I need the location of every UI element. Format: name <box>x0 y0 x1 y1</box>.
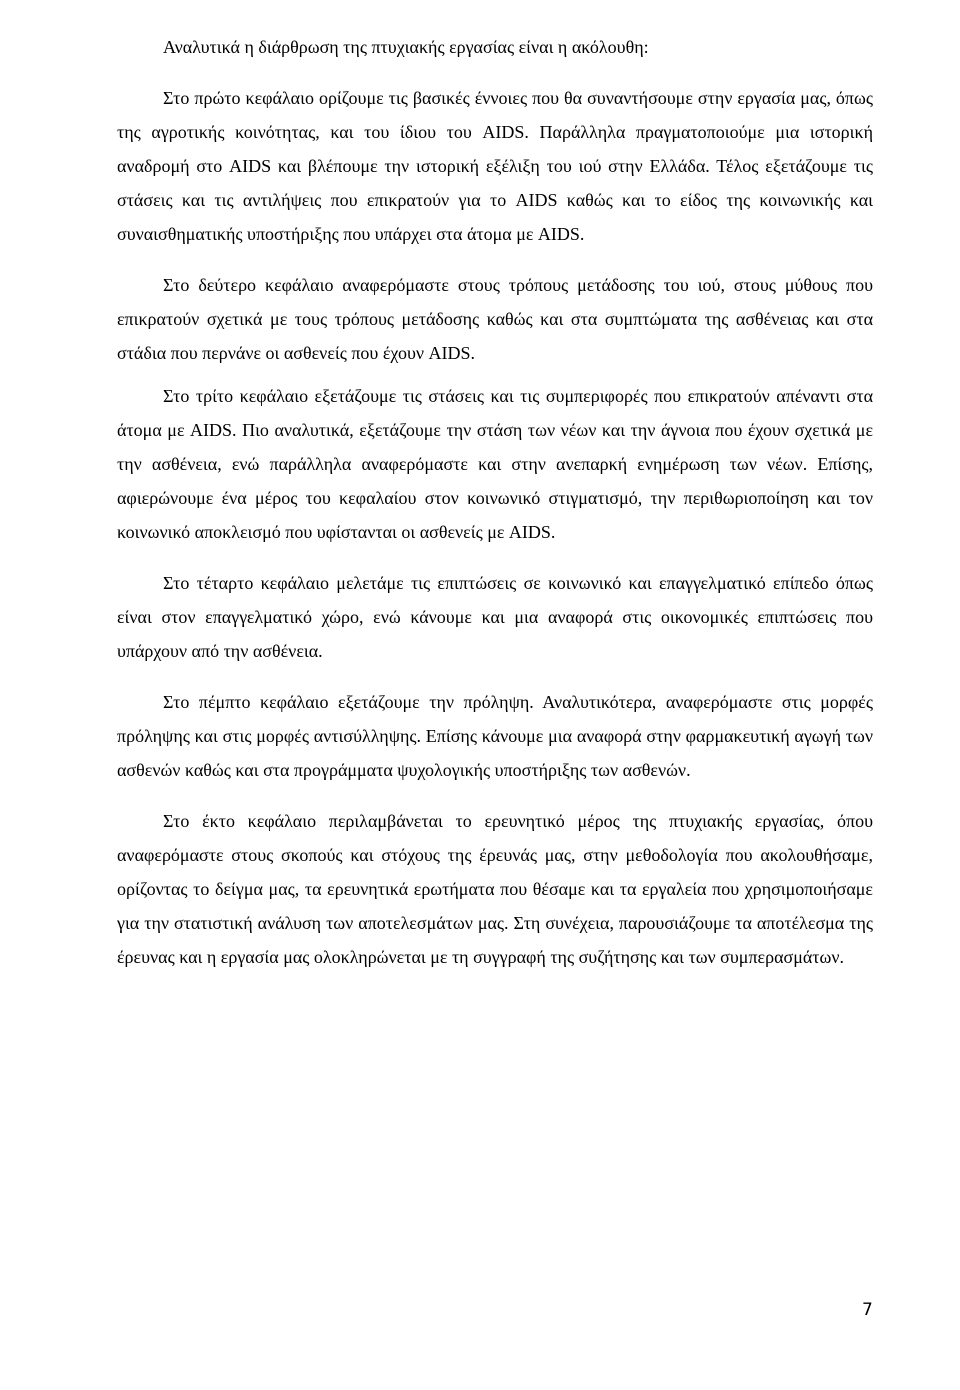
page-number: 7 <box>862 1300 873 1320</box>
paragraph-chapter-2: Στο δεύτερο κεφάλαιο αναφερόμαστε στους τρόπους μετάδοσης του ιού, στους μύθους που επικρατούν σχετικά με τους τρόπους μετάδοσης καθώς και στα συμπτώματα της ασθένειας και στα στάδια που περνάνε οι ασθενείς που έχουν AIDS. <box>117 275 873 363</box>
paragraph-chapter-1: Στο πρώτο κεφάλαιο ορίζουμε τις βασικές έννοιες που θα συναντήσουμε στην εργασία μας, όπως της αγροτικής κοινότητας, και του ίδιου του AIDS. Παράλληλα πραγματοποιούμε μια ιστορική αναδρομή στο AIDS και βλέπουμε την ιστορική εξέλιξη του ιού στην Ελλάδα. Τέλος εξετάζουμε τις στάσεις και τις αντιλήψεις που επικρατούν για το AIDS καθώς και το είδος της κοινωνικής και συναισθηματικής υποστήριξης που υπάρχει στα άτομα με AIDS. <box>117 88 873 244</box>
document-page <box>117 30 873 991</box>
paragraph-chapter-5: Στο πέμπτο κεφάλαιο εξετάζουμε την πρόληψη. Αναλυτικότερα, αναφερόμαστε στις μορφές πρόληψης και στις μορφές αντισύλληψης. Επίσης κάνουμε μια αναφορά στην φαρμακευτική αγωγή των ασθενών καθώς και στα προγράμματα ψυχολογικής υποστήριξης των ασθενών. <box>117 692 873 780</box>
intro-line: Αναλυτικά η διάρθρωση της πτυχιακής εργασίας είναι η ακόλουθη: <box>163 37 649 57</box>
paragraph-chapter-4: Στο τέταρτο κεφάλαιο μελετάμε τις επιπτώσεις σε κοινωνικό και επαγγελματικό επίπεδο όπως είναι στον επαγγελματικό χώρο, ενώ κάνουμε και μια αναφορά στις οικονομικές επιπτώσεις που υπάρχουν από την ασθένεια. <box>117 573 873 661</box>
paragraph-chapter-6: Στο έκτο κεφάλαιο περιλαμβάνεται το ερευνητικό μέρος της πτυχιακής εργασίας, όπου αναφερόμαστε στους σκοπούς και στόχους της έρευνάς μας, στην μεθοδολογία που ακολουθήσαμε, ορίζοντας το δείγμα μας, τα ερευνητικά ερωτήματα που θέσαμε και τα εργαλεία που χρησιμοποιήσαμε για την στατιστική ανάλυση των αποτελεσμάτων μας. Στη συνέχεια, παρουσιάζουμε τα αποτέλεσμα της έρευνας και η εργασία μας ολοκληρώνεται με τη συγγραφή της συζήτησης και των συμπερασμάτων. <box>117 811 873 967</box>
paragraph-chapter-3: Στο τρίτο κεφάλαιο εξετάζουμε τις στάσεις και τις συμπεριφορές που επικρατούν απέναντι στα άτομα με AIDS. Πιο αναλυτικά, εξετάζουμε την στάση των νέων και την άγνοια που έχουν σχετικά με την ασθένεια, ενώ παράλληλα αναφερόμαστε και στην ανεπαρκή ενημέρωση των νέων. Επίσης, αφιερώνουμε ένα μέρος του κεφαλαίου στον κοινωνικό στιγματισμό, την περιθωριοποίηση και τον κοινωνικό αποκλεισμό που υφίστανται οι ασθενείς με AIDS. <box>117 386 873 542</box>
